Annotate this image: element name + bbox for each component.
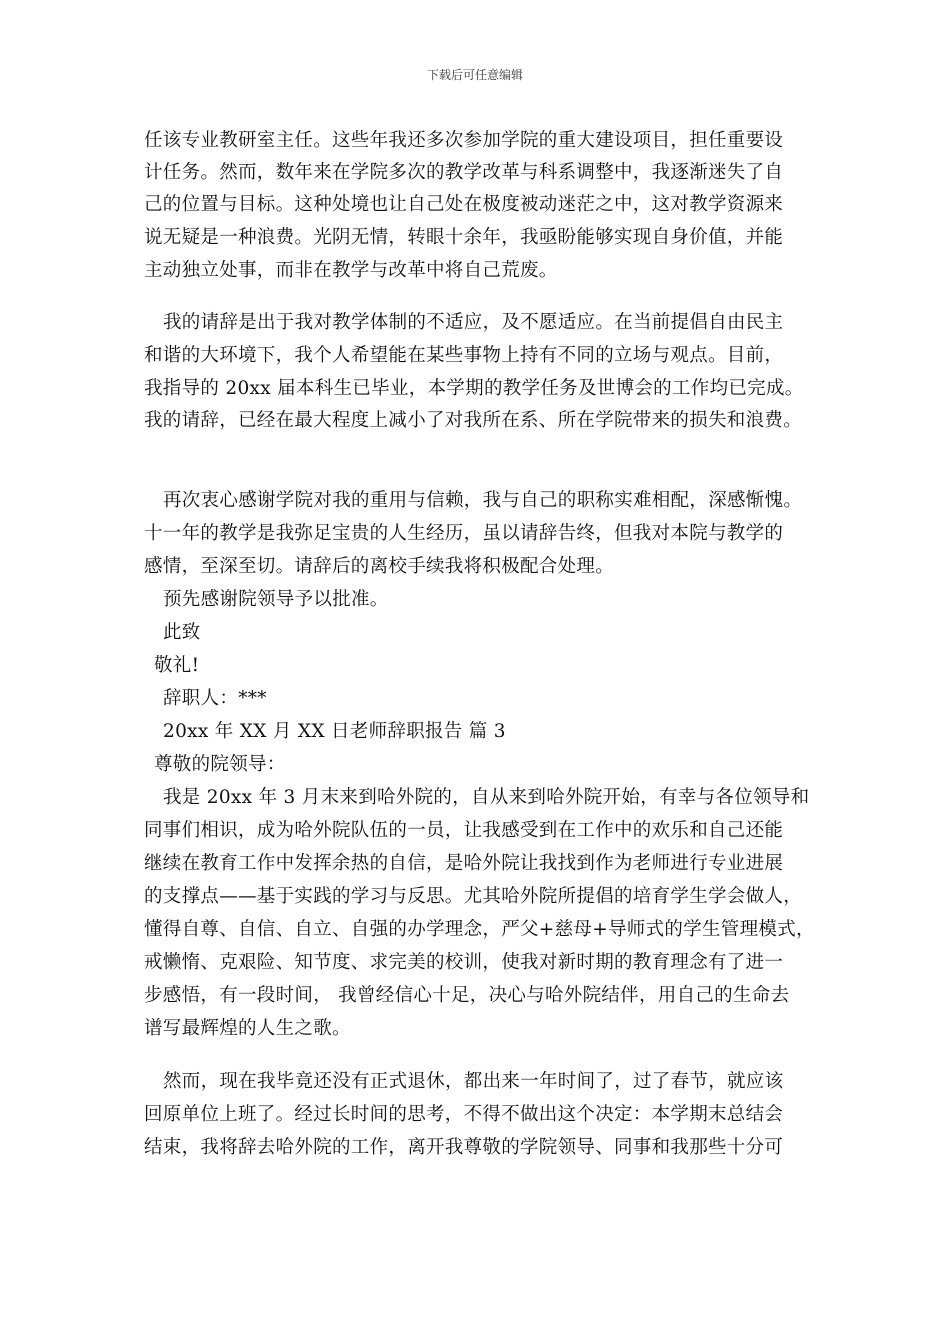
text-line: 回原单位上班了。经过长时间的思考，不得不做出这个决定：本学期末总结会 [144, 1104, 784, 1125]
text-line: 然而，现在我毕竟还没有正式退休，都出来一年时间了，过了春节，就应该 [163, 1071, 784, 1092]
text-line: 结束，我将辞去哈外院的工作，离开我尊敬的学院领导、同事和我那些十分可 [144, 1137, 784, 1158]
text-line: 和谐的大环境下，我个人希望能在某些事物上持有不同的立场与观点。目前， [144, 345, 784, 366]
text-line: 20xx 年 XX 月 XX 日老师辞职报告 篇 3 [163, 721, 506, 742]
text-line: 我的请辞是出于我对教学体制的不适应，及不愿适应。在当前提倡自由民主 [163, 312, 784, 333]
text-line: 戒懒惰、克艰险、知节度、求完美的校训，使我对新时期的教育理念有了进一 [144, 952, 784, 973]
text-line: 尊敬的院领导： [154, 754, 286, 775]
text-line: 继续在教育工作中发挥余热的自信，是哈外院让我找到作为老师进行专业进展 [144, 853, 784, 874]
text-line: 谱写最辉煌的人生之歌。 [144, 1018, 351, 1039]
page-header: 下载后可任意编辑 [426, 68, 523, 82]
text-line: 步感悟，有一段时间， 我曾经信心十足，决心与哈外院结伴，用自己的生命去 [144, 985, 790, 1006]
text-line: 任该专业教研室主任。这些年我还多次参加学院的重大建设项目，担任重要设 [144, 130, 784, 151]
text-line: 计任务。然而，数年来在学院多次的教学改革与科系调整中，我逐渐迷失了自 [144, 162, 784, 183]
text-line: 懂得自尊、自信、自立、自强的办学理念，严父+慈母+导师式的学生管理模式， [144, 919, 815, 940]
text-line: 同事们相识，成为哈外院队伍的一员，让我感受到在工作中的欢乐和自己还能 [144, 820, 784, 841]
text-line: 主动独立处事，而非在教学与改革中将自己荒废。 [144, 260, 558, 281]
text-line: 辞职人：*** [163, 688, 267, 709]
text-line: 我是 20xx 年 3 月末来到哈外院的，自从来到哈外院开始，有幸与各位领导和 [163, 787, 810, 808]
text-line: 我指导的 20xx 届本科生已毕业，本学期的教学任务及世博会的工作均已完成。 [144, 378, 804, 399]
text-line: 预先感谢院领导予以批准。 [163, 589, 389, 610]
text-line: 的支撑点——基于实践的学习与反思。尤其哈外院所提倡的培育学生学会做人， [144, 886, 803, 907]
text-line: 我的请辞，已经在最大程度上减小了对我所在系、所在学院带来的损失和浪费。 [144, 410, 803, 431]
text-line: 己的位置与目标。这种处境也让自己处在极度被动迷茫之中，这对教学资源来 [144, 194, 784, 215]
text-line: 十一年的教学是我弥足宝贵的人生经历，虽以请辞告终，但我对本院与教学的 [144, 523, 784, 544]
text-line: 说无疑是一种浪费。光阴无情，转眼十余年，我亟盼能够实现自身价值，并能 [144, 227, 784, 248]
text-line: 此致 [163, 622, 201, 643]
text-line: 感情，至深至切。请辞后的离校手续我将积极配合处理。 [144, 556, 615, 577]
text-line: 敬礼! [154, 655, 200, 676]
text-line: 再次衷心感谢学院对我的重用与信赖，我与自己的职称实难相配，深感惭愧。 [163, 490, 803, 511]
